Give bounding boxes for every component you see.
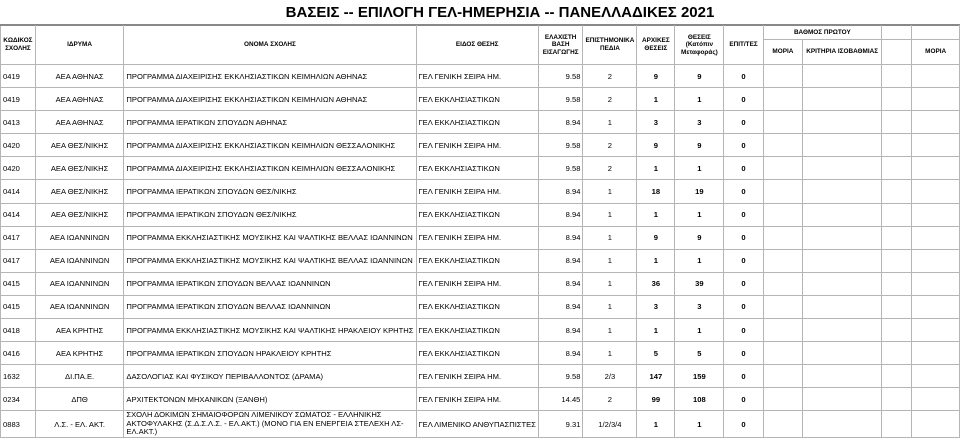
table-row[interactable] <box>1 180 960 203</box>
cell-school: ΠΡΟΓΡΑΜΜΑ ΙΕΡΑΤΙΚΩΝ ΣΠΟΥΔΩΝ ΒΕΛΛΑΣ ΙΩΑΝΝΙΝΩΝ <box>124 295 416 318</box>
cell-successful: 0 <box>724 342 763 365</box>
cell-points <box>763 157 803 180</box>
cell-school: ΣΧΟΛΗ ΔΟΚΙΜΩΝ ΣΗΜΑΙΟΦΟΡΩΝ ΛΙΜΕΝΙΚΟΥ ΣΩΜΑΤΟΣ - ΕΛΛΗΝΙΚΗΣ ΑΚΤΟΦΥΛΑΚΗΣ (Σ.Δ.Σ.Λ.Σ. - ΕΛ.ΑΚΤ.) (ΜΟΝΟ ΓΙΑ ΕΝ ΕΝΕΡΓΕΙΑ ΣΤΕΛΕΧΗ ΛΣ-ΕΛ.ΑΚΤ.) <box>124 411 416 437</box>
cell-initial-positions: 9 <box>637 134 675 157</box>
cell-code: 0416 <box>1 342 36 365</box>
cell-fields: 2 <box>583 88 637 111</box>
cell-school: ΠΡΟΓΡΑΜΜΑ ΔΙΑΧΕΙΡΙΣΗΣ ΕΚΚΛΗΣΙΑΣΤΙΚΩΝ ΚΕΙΜΗΛΙΩΝ ΑΘΗΝΑΣ <box>124 65 416 88</box>
cell-min-base: 8.94 <box>538 203 583 226</box>
cell-position-type: ΓΕΛ ΓΕΝΙΚΗ ΣΕΙΡΑ ΗΜ. <box>416 272 538 295</box>
header-min-base[interactable]: ΕΛΑΧΙΣΤΗ ΒΑΣΗ ΕΙΣΑΓΩΓΗΣ <box>538 26 583 65</box>
cell-successful: 0 <box>724 111 763 134</box>
cell-institution: ΑΕΑ ΘΕΣ/ΝΙΚΗΣ <box>35 157 124 180</box>
cell-institution: ΑΕΑ ΑΘΗΝΑΣ <box>35 65 124 88</box>
cell-tiebreak <box>803 388 882 411</box>
cell-initial-positions: 1 <box>637 157 675 180</box>
header-code[interactable]: ΚΩΔΙΚΟΣ ΣΧΟΛΗΣ <box>1 26 36 65</box>
cell-successful: 0 <box>724 365 763 388</box>
header-points-2[interactable]: ΜΟΡΙΑ <box>912 40 960 65</box>
cell-blank <box>882 203 912 226</box>
cell-school: ΑΡΧΙΤΕΚΤΟΝΩΝ ΜΗΧΑΝΙΚΩΝ (ΞΑΝΘΗ) <box>124 388 416 411</box>
page-title: ΒΑΣΕΙΣ -- ΕΠΙΛΟΓΗ ΓΕΛ-ΗΜΕΡΗΣΙΑ -- ΠΑΝΕΛΛΑΔΙΚΕΣ 2021 <box>285 4 715 21</box>
cell-positions: 1 <box>675 411 724 437</box>
cell-points <box>763 272 803 295</box>
cell-code: 0413 <box>1 111 36 134</box>
table-row[interactable] <box>1 111 960 134</box>
cell-school: ΠΡΟΓΡΑΜΜΑ ΔΙΑΧΕΙΡΙΣΗΣ ΕΚΚΛΗΣΙΑΣΤΙΚΩΝ ΚΕΙΜΗΛΙΩΝ ΘΕΣΣΑΛΟΝΙΚΗΣ <box>124 157 416 180</box>
cell-successful: 0 <box>724 388 763 411</box>
table-row[interactable] <box>1 319 960 342</box>
cell-points <box>763 203 803 226</box>
cell-successful: 0 <box>724 272 763 295</box>
cell-institution: Λ.Σ. - ΕΛ. ΑΚΤ. <box>35 411 124 437</box>
cell-successful: 0 <box>724 134 763 157</box>
cell-min-base: 8.94 <box>538 111 583 134</box>
cell-min-base: 8.94 <box>538 272 583 295</box>
cell-points <box>763 411 803 437</box>
cell-tiebreak <box>803 319 882 342</box>
table-row[interactable] <box>1 203 960 226</box>
cell-code: 0234 <box>1 388 36 411</box>
cell-institution: ΑΕΑ ΙΩΑΝΝΙΝΩΝ <box>35 226 124 249</box>
cell-blank <box>882 272 912 295</box>
cell-successful: 0 <box>724 180 763 203</box>
cell-fields: 1 <box>583 295 637 318</box>
cell-positions: 19 <box>675 180 724 203</box>
cell-school: ΠΡΟΓΡΑΜΜΑ ΙΕΡΑΤΙΚΩΝ ΣΠΟΥΔΩΝ ΑΘΗΝΑΣ <box>124 111 416 134</box>
cell-code: 0420 <box>1 157 36 180</box>
cell-positions: 1 <box>675 319 724 342</box>
cell-fields: 2/3 <box>583 365 637 388</box>
cell-institution: ΑΕΑ ΘΕΣ/ΝΙΚΗΣ <box>35 180 124 203</box>
cell-tiebreak <box>803 111 882 134</box>
cell-points <box>763 295 803 318</box>
cell-position-type: ΓΕΛ ΕΚΚΛΗΣΙΑΣΤΙΚΩΝ <box>416 319 538 342</box>
cell-fields: 1 <box>583 111 637 134</box>
cell-min-base: 9.58 <box>538 88 583 111</box>
cell-min-base: 8.94 <box>538 342 583 365</box>
cell-tiebreak <box>803 226 882 249</box>
cell-points-2 <box>912 342 960 365</box>
cell-initial-positions: 5 <box>637 342 675 365</box>
cell-points-2 <box>912 411 960 437</box>
cell-position-type: ΓΕΛ ΕΚΚΛΗΣΙΑΣΤΙΚΩΝ <box>416 342 538 365</box>
cell-position-type: ΓΕΛ ΛΙΜΕΝΙΚΟ ΑΝΘΥΠΑΣΠΙΣΤΕΣ <box>416 411 538 437</box>
cell-initial-positions: 9 <box>637 65 675 88</box>
cell-points <box>763 111 803 134</box>
header-extra-2 <box>912 26 960 40</box>
cell-successful: 0 <box>724 249 763 272</box>
cell-successful: 0 <box>724 88 763 111</box>
table-row[interactable] <box>1 365 960 388</box>
cell-institution: ΑΕΑ ΚΡΗΤΗΣ <box>35 342 124 365</box>
header-tiebreak[interactable]: ΚΡΙΤΗΡΙΑ ΙΣΟΒΑΘΜΙΑΣ <box>803 40 882 65</box>
cell-tiebreak <box>803 180 882 203</box>
table-row[interactable] <box>1 157 960 180</box>
cell-fields: 1 <box>583 203 637 226</box>
cell-initial-positions: 1 <box>637 319 675 342</box>
cell-successful: 0 <box>724 411 763 437</box>
table-row[interactable] <box>1 134 960 157</box>
table-row[interactable] <box>1 295 960 318</box>
cell-position-type: ΓΕΛ ΓΕΝΙΚΗ ΣΕΙΡΑ ΗΜ. <box>416 65 538 88</box>
cell-points-2 <box>912 295 960 318</box>
cell-tiebreak <box>803 65 882 88</box>
cell-points <box>763 319 803 342</box>
cell-points-2 <box>912 88 960 111</box>
cell-position-type: ΓΕΛ ΕΚΚΛΗΣΙΑΣΤΙΚΩΝ <box>416 295 538 318</box>
cell-min-base: 9.58 <box>538 157 583 180</box>
cell-institution: ΑΕΑ ΑΘΗΝΑΣ <box>35 88 124 111</box>
cell-points <box>763 365 803 388</box>
cell-min-base: 9.58 <box>538 134 583 157</box>
header-institution[interactable]: ΙΔΡΥΜΑ <box>35 26 124 65</box>
cell-code: 0414 <box>1 180 36 203</box>
cell-tiebreak <box>803 342 882 365</box>
cell-code: 0420 <box>1 134 36 157</box>
cell-min-base: 8.94 <box>538 226 583 249</box>
cell-tiebreak <box>803 365 882 388</box>
header-blank <box>882 40 912 65</box>
cell-points-2 <box>912 180 960 203</box>
cell-institution: ΑΕΑ ΚΡΗΤΗΣ <box>35 319 124 342</box>
cell-school: ΠΡΟΓΡΑΜΜΑ ΙΕΡΑΤΙΚΩΝ ΣΠΟΥΔΩΝ ΗΡΑΚΛΕΙΟΥ ΚΡΗΤΗΣ <box>124 342 416 365</box>
cell-points-2 <box>912 65 960 88</box>
cell-blank <box>882 134 912 157</box>
cell-fields: 2 <box>583 65 637 88</box>
cell-initial-positions: 1 <box>637 203 675 226</box>
cell-institution: ΔΙ.ΠΑ.Ε. <box>35 365 124 388</box>
cell-points <box>763 65 803 88</box>
cell-position-type: ΓΕΛ ΕΚΚΛΗΣΙΑΣΤΙΚΩΝ <box>416 88 538 111</box>
header-successful[interactable]: ΕΠΙΤ/ΤΕΣ <box>724 26 763 65</box>
cell-positions: 3 <box>675 111 724 134</box>
cell-initial-positions: 18 <box>637 180 675 203</box>
cell-tiebreak <box>803 249 882 272</box>
cell-fields: 2 <box>583 157 637 180</box>
header-positions[interactable]: ΘΕΣΕΙΣ (Κατόπιν Μεταφοράς) <box>675 26 724 65</box>
cell-school: ΠΡΟΓΡΑΜΜΑ ΕΚΚΛΗΣΙΑΣΤΙΚΗΣ ΜΟΥΣΙΚΗΣ ΚΑΙ ΨΑΛΤΙΚΗΣ ΒΕΛΛΑΣ ΙΩΑΝΝΙΝΩΝ <box>124 249 416 272</box>
table-row[interactable] <box>1 88 960 111</box>
cell-points-2 <box>912 134 960 157</box>
table-row[interactable] <box>1 65 960 88</box>
cell-tiebreak <box>803 295 882 318</box>
cell-code: 0415 <box>1 272 36 295</box>
header-last-grade[interactable]: ΒΑΘΜΟΣ ΠΡΩΤΟΥ <box>763 26 882 40</box>
cell-code: 0419 <box>1 65 36 88</box>
cell-positions: 1 <box>675 88 724 111</box>
cell-min-base: 14.45 <box>538 388 583 411</box>
cell-institution: ΔΠΘ <box>35 388 124 411</box>
cell-points-2 <box>912 111 960 134</box>
cell-institution: ΑΕΑ ΙΩΑΝΝΙΝΩΝ <box>35 272 124 295</box>
cell-positions: 1 <box>675 249 724 272</box>
cell-positions: 9 <box>675 226 724 249</box>
cell-school: ΠΡΟΓΡΑΜΜΑ ΕΚΚΛΗΣΙΑΣΤΙΚΗΣ ΜΟΥΣΙΚΗΣ ΚΑΙ ΨΑΛΤΙΚΗΣ ΒΕΛΛΑΣ ΙΩΑΝΝΙΝΩΝ <box>124 226 416 249</box>
cell-institution: ΑΕΑ ΙΩΑΝΝΙΝΩΝ <box>35 295 124 318</box>
header-school[interactable]: ΟΝΟΜΑ ΣΧΟΛΗΣ <box>124 26 416 65</box>
cell-code: 0417 <box>1 249 36 272</box>
cell-min-base: 8.94 <box>538 319 583 342</box>
cell-school: ΠΡΟΓΡΑΜΜΑ ΕΚΚΛΗΣΙΑΣΤΙΚΗΣ ΜΟΥΣΙΚΗΣ ΚΑΙ ΨΑΛΤΙΚΗΣ ΗΡΑΚΛΕΙΟΥ ΚΡΗΤΗΣ <box>124 319 416 342</box>
cell-position-type: ΓΕΛ ΓΕΝΙΚΗ ΣΕΙΡΑ ΗΜ. <box>416 134 538 157</box>
cell-position-type: ΓΕΛ ΕΚΚΛΗΣΙΑΣΤΙΚΩΝ <box>416 203 538 226</box>
cell-initial-positions: 99 <box>637 388 675 411</box>
cell-positions: 1 <box>675 157 724 180</box>
cell-tiebreak <box>803 411 882 437</box>
cell-initial-positions: 36 <box>637 272 675 295</box>
cell-positions: 39 <box>675 272 724 295</box>
header-position-type[interactable]: ΕΙΔΟΣ ΘΕΣΗΣ <box>416 26 538 65</box>
cell-points-2 <box>912 388 960 411</box>
cell-points <box>763 249 803 272</box>
cell-tiebreak <box>803 157 882 180</box>
cell-fields: 1 <box>583 342 637 365</box>
cell-blank <box>882 365 912 388</box>
cell-positions: 9 <box>675 134 724 157</box>
cell-school: ΠΡΟΓΡΑΜΜΑ ΙΕΡΑΤΙΚΩΝ ΣΠΟΥΔΩΝ ΒΕΛΛΑΣ ΙΩΑΝΝΙΝΩΝ <box>124 272 416 295</box>
cell-institution: ΑΕΑ ΙΩΑΝΝΙΝΩΝ <box>35 249 124 272</box>
cell-school: ΠΡΟΓΡΑΜΜΑ ΔΙΑΧΕΙΡΙΣΗΣ ΕΚΚΛΗΣΙΑΣΤΙΚΩΝ ΚΕΙΜΗΛΙΩΝ ΘΕΣΣΑΛΟΝΙΚΗΣ <box>124 134 416 157</box>
cell-fields: 1 <box>583 319 637 342</box>
cell-school: ΠΡΟΓΡΑΜΜΑ ΙΕΡΑΤΙΚΩΝ ΣΠΟΥΔΩΝ ΘΕΣ/ΝΙΚΗΣ <box>124 203 416 226</box>
cell-positions: 1 <box>675 203 724 226</box>
cell-institution: ΑΕΑ ΘΕΣ/ΝΙΚΗΣ <box>35 134 124 157</box>
cell-position-type: ΓΕΛ ΕΚΚΛΗΣΙΑΣΤΙΚΩΝ <box>416 157 538 180</box>
cell-tiebreak <box>803 134 882 157</box>
cell-points <box>763 180 803 203</box>
cell-blank <box>882 226 912 249</box>
cell-initial-positions: 1 <box>637 411 675 437</box>
cell-blank <box>882 88 912 111</box>
cell-initial-positions: 3 <box>637 295 675 318</box>
cell-points <box>763 226 803 249</box>
table-row[interactable] <box>1 226 960 249</box>
cell-tiebreak <box>803 88 882 111</box>
table-body <box>1 65 960 438</box>
cell-position-type: ΓΕΛ ΓΕΝΙΚΗ ΣΕΙΡΑ ΗΜ. <box>416 365 538 388</box>
cell-initial-positions: 9 <box>637 226 675 249</box>
cell-points-2 <box>912 249 960 272</box>
cell-points <box>763 342 803 365</box>
table-row[interactable] <box>1 342 960 365</box>
cell-fields: 1 <box>583 226 637 249</box>
cell-initial-positions: 1 <box>637 88 675 111</box>
cell-successful: 0 <box>724 157 763 180</box>
cell-code: 0415 <box>1 295 36 318</box>
cell-min-base: 8.94 <box>538 295 583 318</box>
cell-points-2 <box>912 226 960 249</box>
cell-code: 1632 <box>1 365 36 388</box>
cell-initial-positions: 147 <box>637 365 675 388</box>
cell-points <box>763 134 803 157</box>
cell-blank <box>882 319 912 342</box>
cell-successful: 0 <box>724 295 763 318</box>
header-initial-positions[interactable]: ΑΡΧΙΚΕΣ ΘΕΣΕΙΣ <box>637 26 675 65</box>
cell-code: 0419 <box>1 88 36 111</box>
cell-code: 0414 <box>1 203 36 226</box>
cell-position-type: ΓΕΛ ΓΕΝΙΚΗ ΣΕΙΡΑ ΗΜ. <box>416 226 538 249</box>
cell-fields: 1 <box>583 272 637 295</box>
cell-blank <box>882 249 912 272</box>
cell-successful: 0 <box>724 226 763 249</box>
cell-min-base: 8.94 <box>538 249 583 272</box>
cell-position-type: ΓΕΛ ΕΚΚΛΗΣΙΑΣΤΙΚΩΝ <box>416 111 538 134</box>
cell-position-type: ΓΕΛ ΓΕΝΙΚΗ ΣΕΙΡΑ ΗΜ. <box>416 180 538 203</box>
header-extra <box>882 26 912 40</box>
cell-institution: ΑΕΑ ΘΕΣ/ΝΙΚΗΣ <box>35 203 124 226</box>
cell-points-2 <box>912 319 960 342</box>
cell-points-2 <box>912 272 960 295</box>
table-row[interactable] <box>1 272 960 295</box>
cell-code: 0883 <box>1 411 36 437</box>
cell-fields: 1 <box>583 180 637 203</box>
header-points[interactable]: ΜΟΡΙΑ <box>763 40 803 65</box>
cell-min-base: 9.31 <box>538 411 583 437</box>
cell-fields: 2 <box>583 388 637 411</box>
cell-fields: 1 <box>583 249 637 272</box>
cell-points <box>763 88 803 111</box>
cell-fields: 2 <box>583 134 637 157</box>
cell-code: 0417 <box>1 226 36 249</box>
cell-blank <box>882 388 912 411</box>
cell-min-base: 9.58 <box>538 365 583 388</box>
cell-blank <box>882 180 912 203</box>
cell-blank <box>882 65 912 88</box>
cell-successful: 0 <box>724 203 763 226</box>
cell-fields: 1/2/3/4 <box>583 411 637 437</box>
cell-successful: 0 <box>724 319 763 342</box>
cell-code: 0418 <box>1 319 36 342</box>
cell-blank <box>882 411 912 437</box>
table-row[interactable] <box>1 249 960 272</box>
cell-min-base: 8.94 <box>538 180 583 203</box>
cell-points-2 <box>912 365 960 388</box>
cell-positions: 159 <box>675 365 724 388</box>
cell-min-base: 9.58 <box>538 65 583 88</box>
cell-blank <box>882 157 912 180</box>
cell-initial-positions: 1 <box>637 249 675 272</box>
cell-tiebreak <box>803 203 882 226</box>
cell-positions: 5 <box>675 342 724 365</box>
cell-school: ΠΡΟΓΡΑΜΜΑ ΙΕΡΑΤΙΚΩΝ ΣΠΟΥΔΩΝ ΘΕΣ/ΝΙΚΗΣ <box>124 180 416 203</box>
table-row[interactable] <box>1 388 960 411</box>
cell-positions: 9 <box>675 65 724 88</box>
cell-blank <box>882 111 912 134</box>
results-table <box>0 25 960 438</box>
cell-school: ΠΡΟΓΡΑΜΜΑ ΔΙΑΧΕΙΡΙΣΗΣ ΕΚΚΛΗΣΙΑΣΤΙΚΩΝ ΚΕΙΜΗΛΙΩΝ ΑΘΗΝΑΣ <box>124 88 416 111</box>
cell-institution: ΑΕΑ ΑΘΗΝΑΣ <box>35 111 124 134</box>
cell-successful: 0 <box>724 65 763 88</box>
cell-blank <box>882 295 912 318</box>
cell-tiebreak <box>803 272 882 295</box>
header-fields[interactable]: ΕΠΙΣΤΗΜΟΝΙΚΑ ΠΕΔΙΑ <box>583 26 637 65</box>
cell-position-type: ΓΕΛ ΓΕΝΙΚΗ ΣΕΙΡΑ ΗΜ. <box>416 388 538 411</box>
cell-position-type: ΓΕΛ ΕΚΚΛΗΣΙΑΣΤΙΚΩΝ <box>416 249 538 272</box>
cell-school: ΔΑΣΟΛΟΓΙΑΣ ΚΑΙ ΦΥΣΙΚΟΥ ΠΕΡΙΒΑΛΛΟΝΤΟΣ (ΔΡΑΜΑ) <box>124 365 416 388</box>
table-row[interactable] <box>1 411 960 437</box>
cell-points-2 <box>912 157 960 180</box>
cell-points-2 <box>912 203 960 226</box>
cell-initial-positions: 3 <box>637 111 675 134</box>
cell-positions: 3 <box>675 295 724 318</box>
cell-blank <box>882 342 912 365</box>
cell-points <box>763 388 803 411</box>
cell-positions: 108 <box>675 388 724 411</box>
